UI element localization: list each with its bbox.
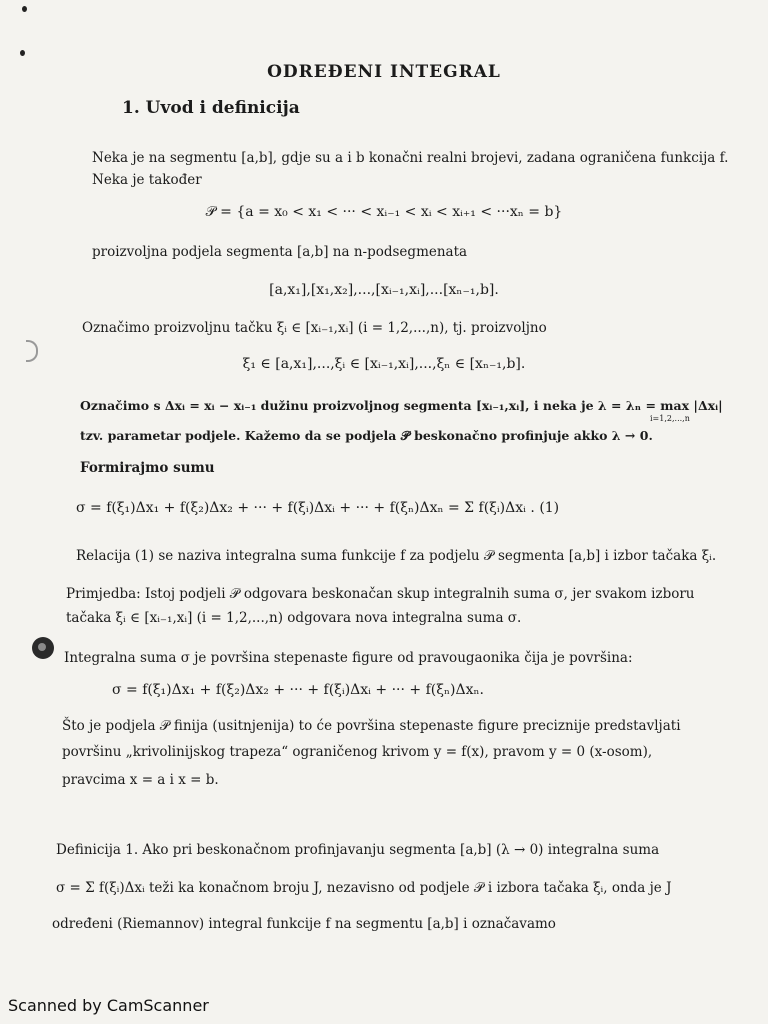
formula-points: ξ₁ ∈ [a,x₁],...,ξᵢ ∈ [xᵢ₋₁,xᵢ],...,ξₙ ∈ [xₙ₋₁,b]. (242, 356, 526, 372)
paragraph-remark-line1: Primjedba: Istoj podjeli 𝒫 odgovara beskonačan skup integralnih suma σ, jer svakom izboru (66, 586, 695, 602)
page-title: ODREĐENI INTEGRAL (267, 62, 501, 82)
formula-integral-sum-2: σ = f(ξ₁)Δx₁ + f(ξ₂)Δx₂ + ··· + f(ξᵢ)Δxᵢ + ··· + f(ξₙ)Δxₙ. (112, 682, 484, 698)
paragraph-partition: proizvoljna podjela segmenta [a,b] na n-podsegmenata (92, 244, 468, 260)
definition-line1: Definicija 1. Ako pri beskonačnom profinjavanju segmenta [a,b] (λ → 0) integralna suma (56, 842, 660, 858)
scanner-watermark: Scanned by CamScanner (8, 996, 209, 1015)
paragraph-finer-line2: površinu „krivolinijskog trapeza“ ograničenog krivom y = f(x), pravom y = 0 (x-osom), (62, 744, 653, 760)
formula-partition: 𝒫 = {a = x₀ < x₁ < ··· < xᵢ₋₁ < xᵢ < xᵢ₊₁ < ···xₙ = b} (205, 204, 563, 220)
scan-speck (22, 6, 27, 12)
paragraph-relation: Relacija (1) se naziva integralna suma funkcije f za podjelu 𝒫 segmenta [a,b] i izbor tačaka ξᵢ. (76, 548, 717, 564)
paragraph-finer-line3: pravcima x = a i x = b. (62, 772, 219, 788)
formula-subsegments: [a,x₁],[x₁,x₂],...,[xᵢ₋₁,xᵢ],...[xₙ₋₁,b]. (269, 282, 499, 298)
paragraph-intro-line1: Neka je na segmentu [a,b], gdje su a i b konačni realni brojevi, zadana ograničena funkcija f. (92, 150, 729, 166)
formula-integral-sum: σ = f(ξ₁)Δx₁ + f(ξ₂)Δx₂ + ··· + f(ξᵢ)Δxᵢ + ··· + f(ξₙ)Δxₙ = Σ f(ξᵢ)Δxᵢ . (1) (76, 500, 560, 516)
section-heading: 1. Uvod i definicija (122, 98, 300, 118)
scan-speck (20, 50, 25, 56)
paragraph-finer-line1: Što je podjela 𝒫 finija (usitnjenija) to će površina stepenaste figure preciznije predstavljati (62, 718, 681, 734)
paragraph-points: Označimo proizvoljnu tačku ξᵢ ∈ [xᵢ₋₁,xᵢ] (i = 1,2,...,n), tj. proizvoljno (82, 320, 547, 336)
max-subscript: i=1,2,...,n (650, 414, 690, 423)
definition-line2: σ = Σ f(ξᵢ)Δxᵢ teži ka konačnom broju J, nezavisno od podjele 𝒫 i izbora tačaka ξᵢ, onda je J (56, 880, 672, 896)
paragraph-step-figure: Integralna suma σ je površina stepenaste figure od pravougaonika čija je površina: (64, 650, 633, 666)
paragraph-form-sum: Formirajmo sumu (80, 460, 215, 476)
definition-line3: određeni (Riemannov) integral funkcije f na segmentu [a,b] i označavamo (52, 916, 556, 932)
paragraph-delta-line2: tzv. parametar podjele. Kažemo da se podjela 𝒫 beskonačno profinjuje akko λ → 0. (80, 428, 653, 443)
paragraph-remark-line2: tačaka ξᵢ ∈ [xᵢ₋₁,xᵢ] (i = 1,2,...,n) odgovara nova integralna suma σ. (66, 610, 522, 626)
hole-punch-mark (32, 637, 54, 659)
paragraph-intro-line2: Neka je također (92, 172, 202, 188)
paragraph-delta-line1: Označimo s Δxᵢ = xᵢ − xᵢ₋₁ dužinu proizvoljnog segmenta [xᵢ₋₁,xᵢ], i neka je λ = λₙ = max |Δxᵢ| (80, 398, 723, 413)
